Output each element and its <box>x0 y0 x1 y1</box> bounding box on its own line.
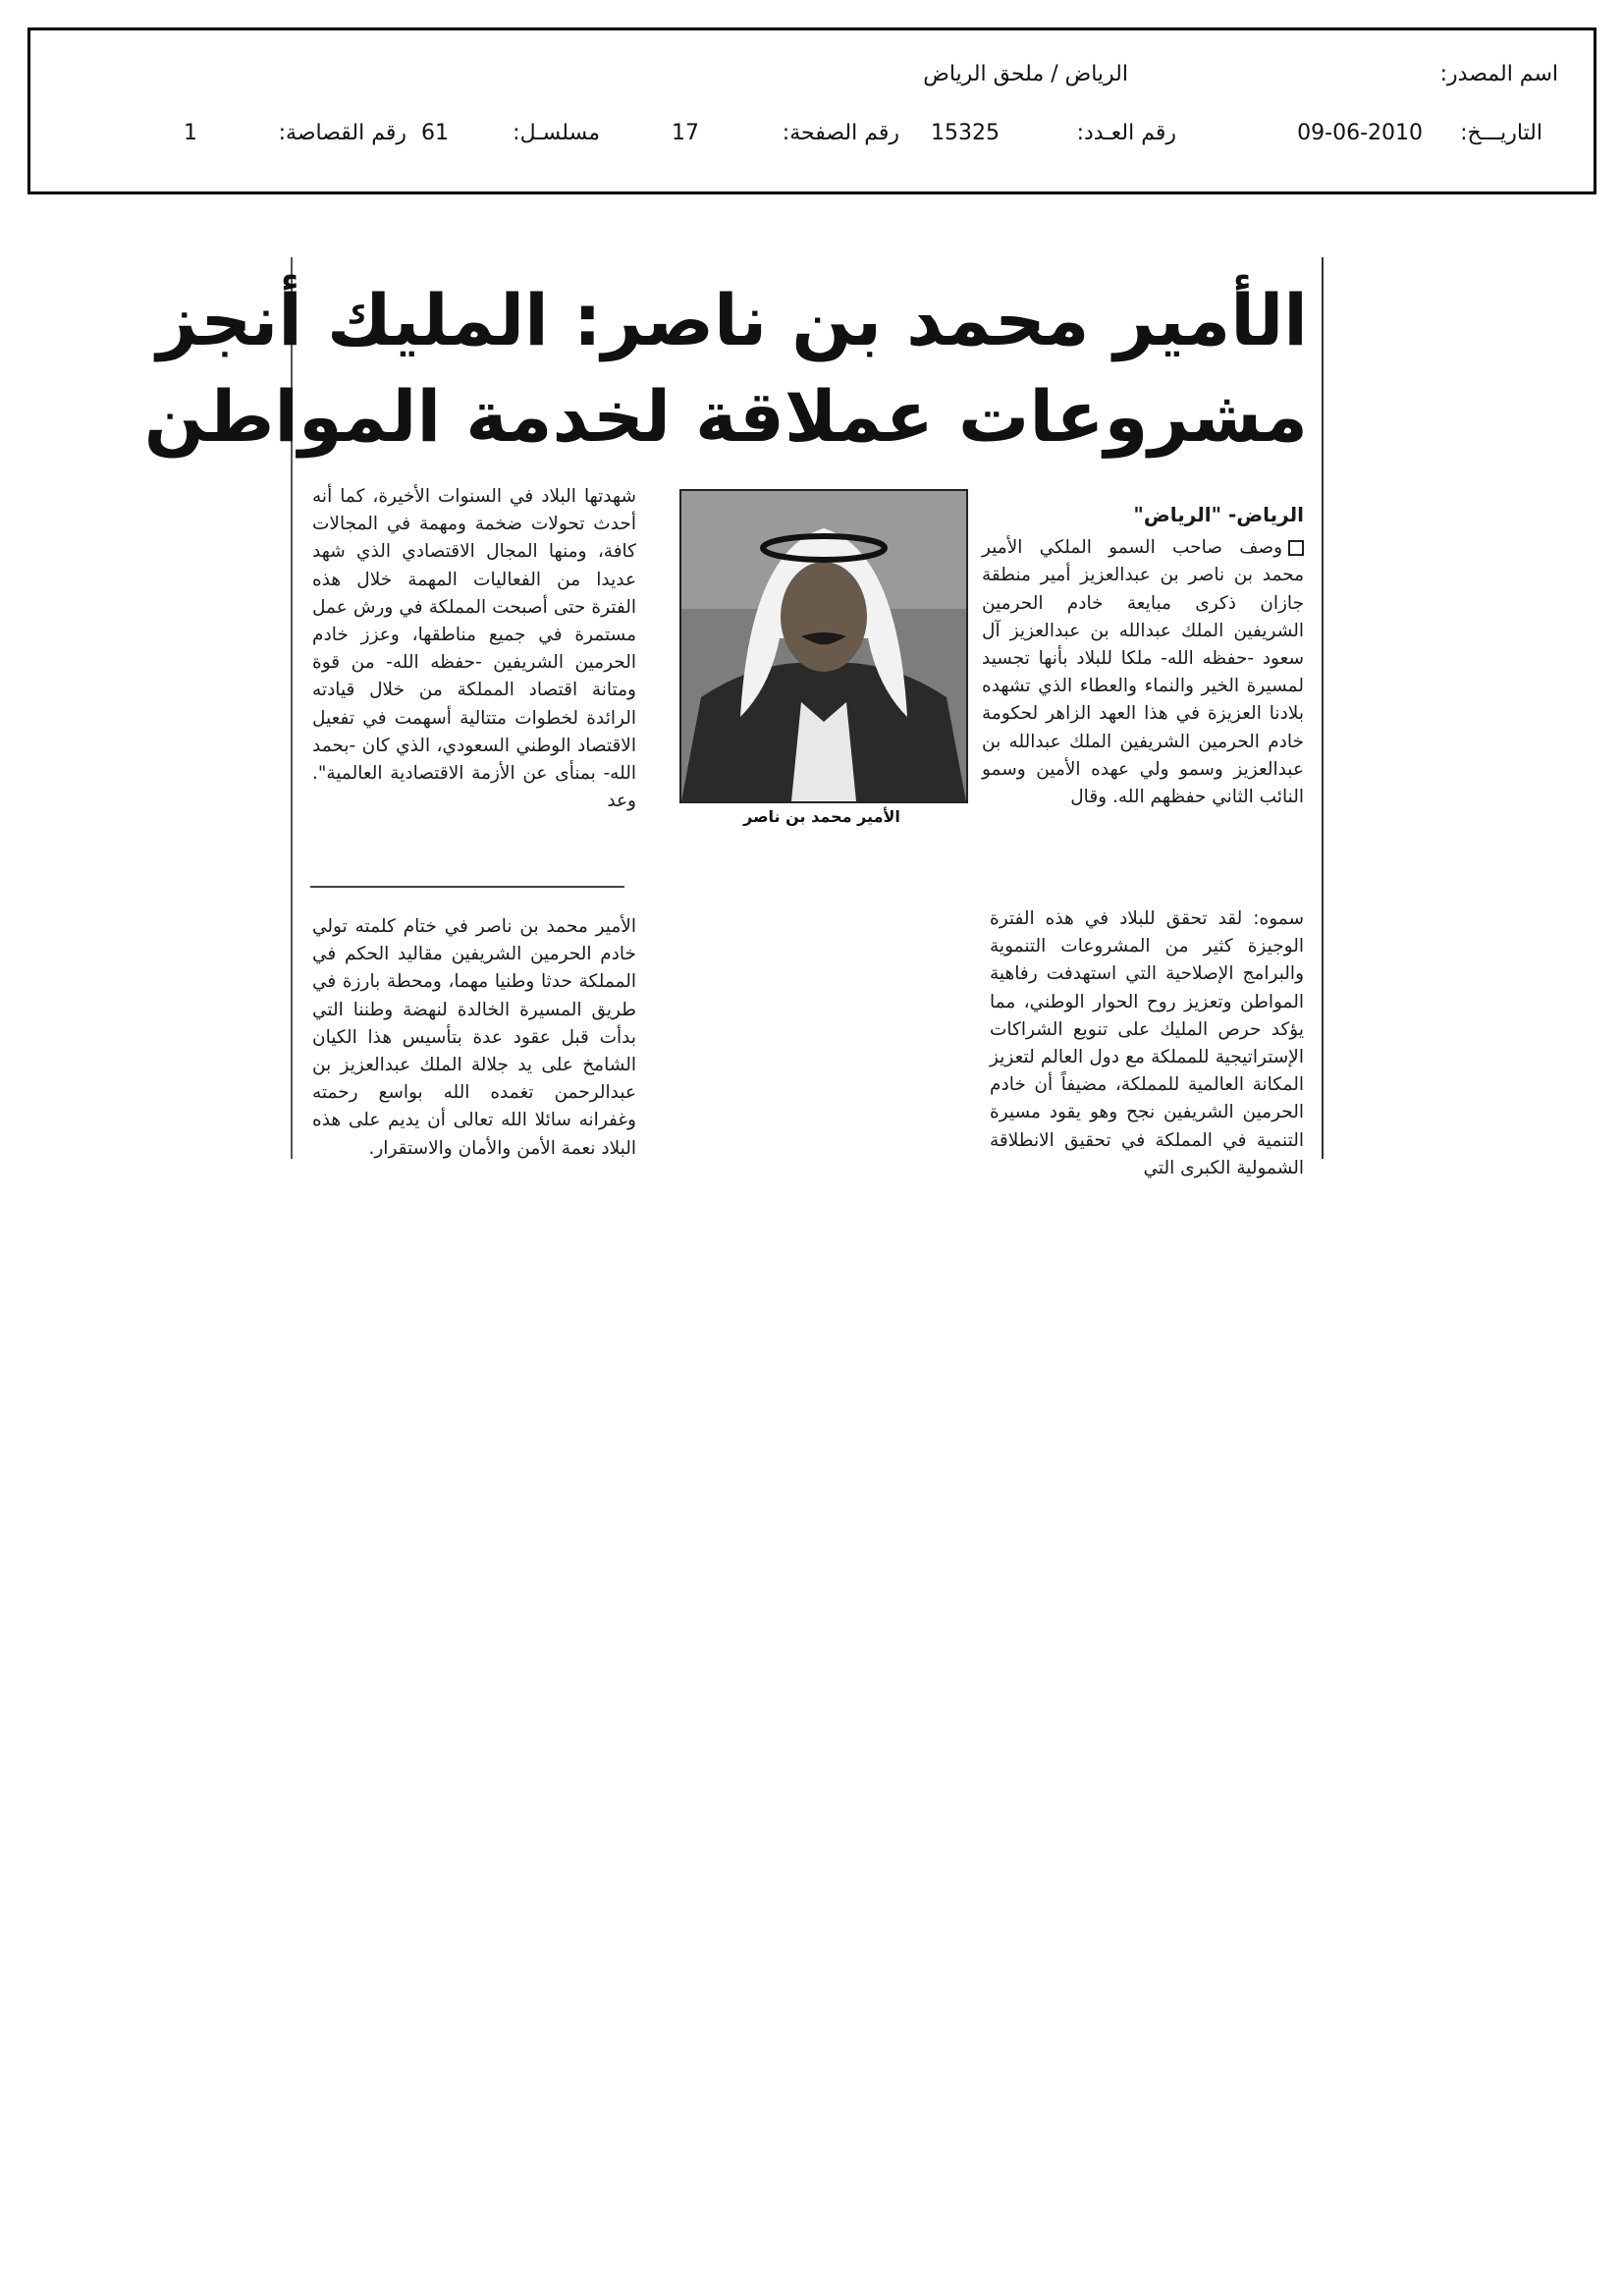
clip-number-label: رقم القصاصة: <box>278 121 406 145</box>
headline-line-1: الأمير محمد بن ناصر: المليك أنجز <box>156 279 1308 361</box>
body-text-bottom: الأمير محمد بن ناصر في ختام كلمته تولي خادم الحرمين الشريفين مقاليد الحكم في المملكة حدثا وطنيا مهما، ومحطة بارزة في طريق المسيرة الخالدة لنهضة وطننا التي بدأت قبل عقود عدة بتأسيس هذا الكيان الشامخ على يد جلالة الملك عبدالعزيز بن عبدالرحمن تغمده الله بواسع رحمته وغفرانه سائلا الله تعالى أن يديم على هذه البلاد نعمة الأمن والأمان والاستقرار. <box>312 916 636 1159</box>
newspaper-clipping <box>143 257 1324 1178</box>
issue-label: رقم العـدد: <box>1076 121 1176 145</box>
serial-value: 61 <box>421 121 449 145</box>
photo-caption: الأمير محمد بن ناصر <box>743 807 900 826</box>
source-value: الرياض / ملحق الرياض <box>923 62 1128 86</box>
page-value: 17 <box>672 121 699 145</box>
body-text-left: شهدتها البلاد في السنوات الأخيرة، كما أنه أحدث تحولات ضخمة ومهمة في المجالات كافة، ومنها المجال الاقتصادي الذي شهد عديدا من الفعاليات المهمة خلال هذه الفترة حتى أصبحت المملكة في ورش عمل مستمرة في جميع مناطقها، وعزز خادم الحرمين الشريفين -حفظه الله- من قوة ومتانة اقتصاد المملكة من خلال قيادته الرائدة لخطوات متتالية أسهمت في تفعيل الاقتصاد الوطني السعودي، الذي كان -بحمد الله- بمنأى عن الأزمة الاقتصادية العالمية". وعد <box>312 486 636 812</box>
body-text-wide: سموه: لقد تحقق للبلاد في هذه الفترة الوجيزة كثير من المشروعات التنموية والبرامج الإصلاحية التي استهدفت رفاهية المواطن وتعزيز روح الحوار الوطني، مما يؤكد حرص المليك على تنويع الشراكات الإستراتيجية للمملكة مع دول العالم لتعزيز المكانة العالمية للمملكة، مضيفاً أن خادم الحرمين الشريفين نجح وهو يقود مسيرة التنمية في المملكة في تحقيق الانطلاقة الشمولية الكبرى التي <box>990 908 1304 1178</box>
article-column-bottom <box>312 913 636 1163</box>
portrait-image <box>681 491 966 801</box>
date-value: 09-06-2010 <box>1297 121 1423 145</box>
date-label: التاريـــخ: <box>1460 121 1542 145</box>
article-column-wide <box>990 905 1304 1182</box>
issue-value: 15325 <box>931 121 1000 145</box>
source-label: اسم المصدر: <box>1439 62 1558 86</box>
body-text-right: وصف صاحب السمو الملكي الأمير محمد بن ناصر بن عبدالعزيز أمير منطقة جازان ذكرى مبايعة خادم الحرمين الشريفين الملك عبدالله بن عبدالعزيز آل سعود -حفظه الله- ملكا للبلاد بأنها تجسيد لمسيرة الخير والنماء والعطاء الذي تشهده بلادنا العزيزة في هذا العهد الزاهر لحكومة خادم الحرمين الشريفين الملك عبدالله بن عبدالعزيز وسمو ولي عهده الأمين وسمو النائب الثاني حفظهم الله. وقال <box>982 537 1304 808</box>
article-column-right <box>982 501 1304 811</box>
clipping-metadata-box <box>27 27 1596 194</box>
clip-number-value: 1 <box>184 121 197 145</box>
dateline: الرياض- "الرياض" <box>1133 503 1304 526</box>
column-separator <box>310 886 624 888</box>
paragraph-bullet-icon <box>1288 540 1304 556</box>
page-label: رقم الصفحة: <box>782 121 899 145</box>
portrait-photo <box>679 489 968 803</box>
article-column-left <box>312 483 636 815</box>
column-rule-right <box>1322 257 1324 1159</box>
serial-label: مسلسـل: <box>513 121 600 145</box>
headline-line-2: مشروعات عملاقة لخدمة المواطن <box>143 375 1308 458</box>
